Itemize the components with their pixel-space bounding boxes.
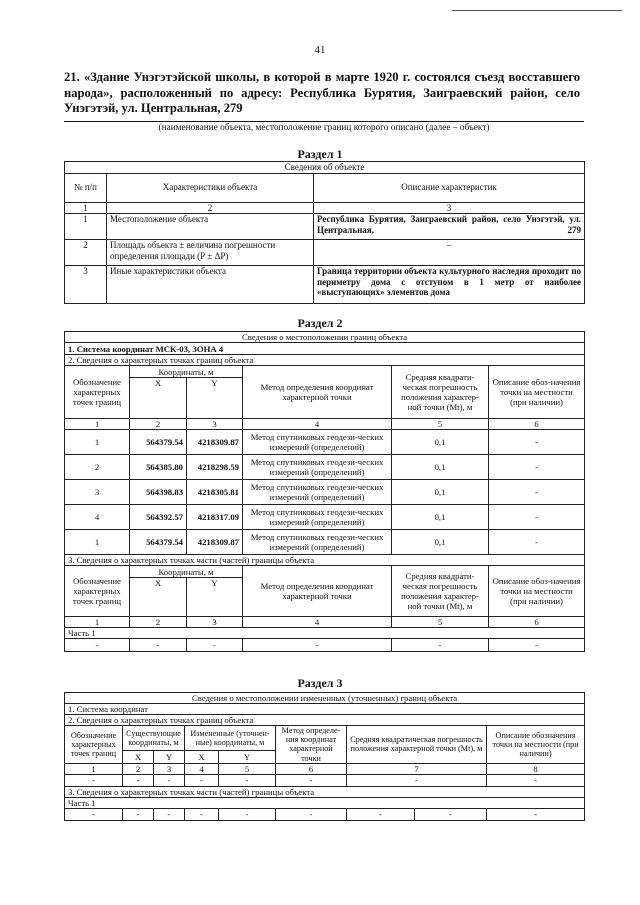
col-header-coordinates: Координаты, м — [130, 566, 243, 578]
subsection-title: 2. Сведения о характерных точках границ объекта — [65, 355, 585, 366]
col-number: 2 — [107, 202, 314, 214]
col-header-method: Метод определения координат характерной точки — [243, 366, 392, 419]
col-header-x: X — [185, 751, 219, 764]
col-number: 4 — [243, 419, 392, 430]
empty-cell: - — [347, 774, 487, 786]
col-header-y: Y — [154, 751, 185, 764]
col-header-precision: Средняя квадратическая погрешность положения характерной точки (Mt), м — [347, 726, 487, 764]
col-number: 8 — [487, 763, 585, 774]
row-number: 2 — [65, 240, 107, 266]
point-y: 4218309.87 — [187, 430, 243, 455]
col-header-designation: Обозначение характерных точек границ — [65, 566, 130, 617]
subsection-title: 2. Сведения о характерных точках границ объекта — [65, 715, 585, 726]
col-number: 3 — [314, 202, 585, 214]
point-description: - — [489, 530, 585, 555]
part-label: Часть 1 — [65, 628, 585, 639]
point-id: 1 — [65, 530, 130, 555]
point-y: 4218298.59 — [187, 455, 243, 480]
col-number: 3 — [187, 419, 243, 430]
point-precision: 0,1 — [392, 455, 489, 480]
coordinate-system: 1. Система координат МСК-03, ЗОНА 4 — [65, 343, 585, 355]
col-header-description: Описание обозначения точки на местности (при наличии) — [487, 726, 585, 764]
col-number: 1 — [65, 419, 130, 430]
row-number: 1 — [65, 214, 107, 240]
col-header-characteristic: Характеристики объекта — [107, 173, 314, 202]
characteristic-value: Граница территории объекта культурного наследия проходит по периметру дома с отступом в 1 метр от наиболее «выступающих» элементов дома — [314, 266, 585, 304]
col-number: 4 — [243, 617, 392, 628]
subsection-title: 3. Сведения о характерных точках части (частей) границы объекта — [65, 555, 585, 566]
col-header-y: Y — [187, 378, 243, 419]
col-header-number: № п/п — [65, 173, 107, 202]
point-method: Метод спутниковых геодези-ческих измерений (определений) — [243, 530, 392, 555]
point-description: - — [489, 480, 585, 505]
empty-cell: - — [65, 639, 130, 652]
empty-cell: - — [123, 808, 154, 820]
coordinate-system: 1. Система координат — [65, 704, 585, 715]
col-header-y: Y — [187, 578, 243, 617]
empty-cell: - — [154, 808, 185, 820]
col-header-precision: Средняя квадрати-ческая погрешность положения характер-ной точки (Mt), м — [392, 566, 489, 617]
point-description: - — [489, 455, 585, 480]
empty-cell: - — [415, 808, 487, 820]
col-header-y: Y — [219, 751, 276, 764]
point-x: 564392.57 — [130, 505, 187, 530]
empty-cell: - — [65, 808, 123, 820]
col-header-method: Метод определения координат характерной точки — [243, 566, 392, 617]
section2-title: Раздел 2 — [297, 316, 343, 330]
characteristic-name: Местоположение объекта — [107, 214, 314, 240]
characteristic-name: Площадь объекта ± величина погрешности определения площади (Р ± ΔР) — [107, 240, 314, 266]
point-y: 4218317.09 — [187, 505, 243, 530]
col-header-designation: Обозначение характерных точек границ — [65, 366, 130, 419]
object-title-note: (наименование объекта, местоположение границ которого описано (далее – объект) — [158, 123, 490, 133]
point-x: 564385.80 — [130, 455, 187, 480]
table-row — [65, 266, 585, 304]
point-x: 564379.54 — [130, 530, 187, 555]
col-number: 5 — [219, 763, 276, 774]
characteristic-name: Иные характеристики объекта — [107, 266, 314, 304]
section2-caption: Сведения о местоположении границ объекта — [65, 332, 585, 343]
point-x: 564379.54 — [130, 430, 187, 455]
point-id: 1 — [65, 430, 130, 455]
empty-cell: - — [123, 774, 154, 786]
empty-cell: - — [187, 639, 243, 652]
table-row — [65, 530, 585, 555]
empty-cell: - — [65, 774, 123, 786]
col-number: 5 — [392, 419, 489, 430]
col-header-precision: Средняя квадрати-ческая погрешность положения характер-ной точки (Mt), м — [392, 366, 489, 419]
col-number: 5 — [392, 617, 489, 628]
table-row — [65, 480, 585, 505]
col-number: 6 — [489, 419, 585, 430]
col-header-x: X — [130, 378, 187, 419]
subsection-title: 3. Сведения о характерных точках части (частей) границы объекта — [65, 786, 585, 797]
empty-cell: - — [185, 808, 219, 820]
table-row — [65, 639, 585, 652]
section3-caption: Сведения о местоположении измененных (уточненных) границ объекта — [65, 693, 585, 704]
section3-title: Раздел 3 — [297, 676, 343, 690]
col-header-x: X — [123, 751, 154, 764]
empty-cell: - — [219, 808, 276, 820]
col-number: 6 — [276, 763, 347, 774]
table-row — [65, 774, 585, 786]
col-number: 1 — [65, 763, 123, 774]
part-label: Часть 1 — [65, 797, 585, 808]
point-x: 564398.83 — [130, 480, 187, 505]
section3-table — [64, 692, 585, 821]
point-precision: 0,1 — [392, 480, 489, 505]
col-header-existing-coordinates: Существующие координаты, м — [123, 726, 185, 751]
empty-cell: - — [487, 808, 585, 820]
section1-caption: Сведения об объекте — [65, 162, 585, 174]
col-header-method: Метод определе-ния координат характерной точки — [276, 726, 347, 764]
col-header-description: Описание обоз-начения точки на местности (при наличии) — [489, 366, 585, 419]
object-title: 21. «Здание Унэгэтэйской школы, в которой в марте 1920 г. состоялся съезд восставшего народа», расположенный по адресу: Республика Бурятия, Заиграевский район, село Унэгэтэй, ул. Центральная, 279 — [64, 70, 580, 115]
col-number: 2 — [130, 419, 187, 430]
characteristic-value: – — [314, 240, 585, 266]
point-precision: 0,1 — [392, 430, 489, 455]
point-precision: 0,1 — [392, 505, 489, 530]
table-row — [65, 808, 585, 820]
col-number: 7 — [347, 763, 487, 774]
point-id: 4 — [65, 505, 130, 530]
col-number: 3 — [154, 763, 185, 774]
top-rule — [452, 10, 622, 11]
empty-cell: - — [276, 808, 347, 820]
point-id: 3 — [65, 480, 130, 505]
point-y: 4218305.81 — [187, 480, 243, 505]
empty-cell: - — [347, 808, 415, 820]
point-description: - — [489, 505, 585, 530]
empty-cell: - — [487, 774, 585, 786]
empty-cell: - — [489, 639, 585, 652]
col-header-changed-coordinates: Измененные (уточнен-ные) координаты, м — [185, 726, 276, 751]
row-number: 3 — [65, 266, 107, 304]
point-precision: 0,1 — [392, 530, 489, 555]
empty-cell: - — [130, 639, 187, 652]
empty-cell: - — [185, 774, 219, 786]
col-number: 6 — [489, 617, 585, 628]
point-method: Метод спутниковых геодези-ческих измерений (определений) — [243, 480, 392, 505]
empty-cell: - — [243, 639, 392, 652]
empty-cell: - — [392, 639, 489, 652]
page-number: 41 — [314, 44, 326, 56]
title-underline — [64, 121, 584, 122]
col-number: 1 — [65, 617, 130, 628]
empty-cell: - — [276, 774, 347, 786]
table-row — [65, 455, 585, 480]
point-id: 2 — [65, 455, 130, 480]
empty-cell: - — [219, 774, 276, 786]
col-number: 4 — [185, 763, 219, 774]
section1-title: Раздел 1 — [297, 147, 343, 161]
point-method: Метод спутниковых геодези-ческих измерений (определений) — [243, 430, 392, 455]
point-description: - — [489, 430, 585, 455]
point-method: Метод спутниковых геодези-ческих измерений (определений) — [243, 455, 392, 480]
section1-table — [64, 161, 585, 304]
col-number: 2 — [123, 763, 154, 774]
col-header-description: Описание характеристик — [314, 173, 585, 202]
col-header-description: Описание обоз-начения точки на местности (при наличии) — [489, 566, 585, 617]
col-number: 3 — [187, 617, 243, 628]
point-y: 4218309.87 — [187, 530, 243, 555]
table-row — [65, 430, 585, 455]
col-number: 1 — [65, 202, 107, 214]
characteristic-value: Республика Бурятия, Заиграевский район, село Унэгэтэй, ул. Центральная, 279 — [314, 214, 585, 240]
section2-table — [64, 331, 585, 652]
col-number: 2 — [130, 617, 187, 628]
col-header-coordinates: Координаты, м — [130, 366, 243, 378]
empty-cell: - — [154, 774, 185, 786]
point-method: Метод спутниковых геодези-ческих измерений (определений) — [243, 505, 392, 530]
table-row — [65, 505, 585, 530]
col-header-x: X — [130, 578, 187, 617]
col-header-designation: Обозначение характерных точек границ — [65, 726, 123, 764]
table-row — [65, 214, 585, 240]
table-row — [65, 240, 585, 266]
